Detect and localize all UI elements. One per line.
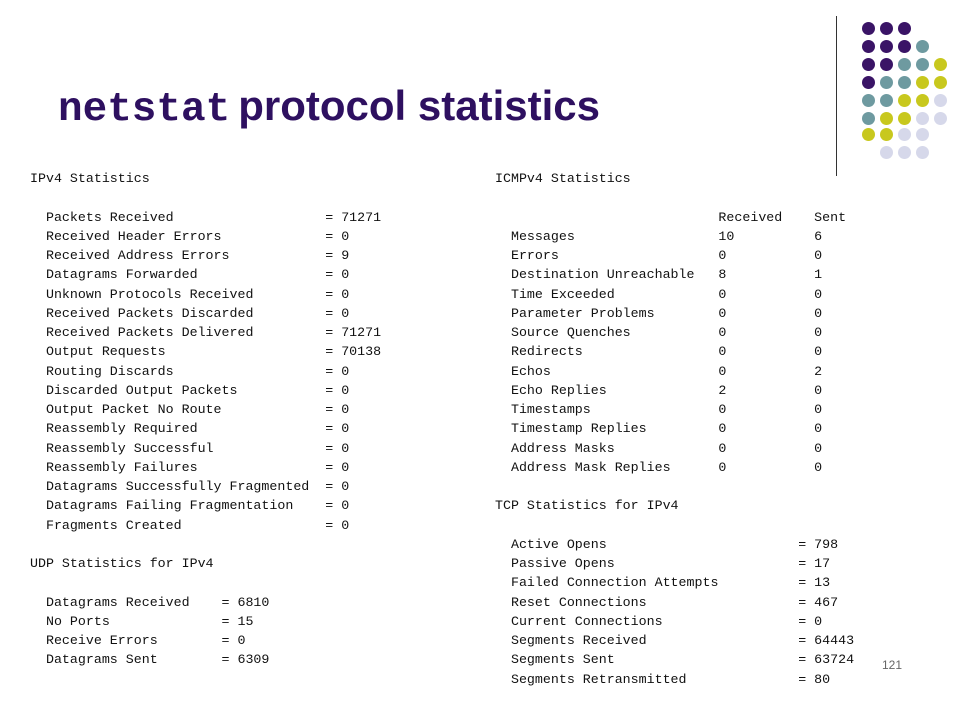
stat-line: Datagrams Failing Fragmentation = 0 [30,498,350,514]
decorative-dot [862,76,875,89]
stat-line: Received Packets Discarded = 0 [30,305,350,321]
stat-line: Timestamp Replies 0 0 [495,421,823,437]
decorative-divider-line [836,16,837,176]
stat-line: Unknown Protocols Received = 0 [30,286,350,302]
stat-line: Output Requests = 70138 [30,344,382,360]
decorative-dot [916,112,929,125]
stat-line: Reassembly Required = 0 [30,421,350,437]
stat-line [495,477,854,496]
decorative-dot [862,58,875,71]
stat-line: Address Masks 0 0 [495,440,823,456]
stat-line: Datagrams Forwarded = 0 [30,267,350,283]
decorative-dot [898,94,911,107]
stat-line: Routing Discards = 0 [30,363,350,379]
decorative-dot [862,112,875,125]
decorative-dot [916,146,929,159]
decorative-dot [934,94,947,107]
stat-line: Timestamps 0 0 [495,402,823,417]
decorative-dot-grid [0,0,960,160]
stat-line: Destination Unreachable 8 1 [495,267,823,283]
decorative-dot [898,58,911,71]
stat-line: Messages 10 6 [495,228,823,244]
decorative-dot [898,76,911,89]
stat-line [30,188,381,207]
stat-line: Failed Connection Attempts = 13 [495,575,831,591]
decorative-dot [916,40,929,53]
decorative-dot [916,76,929,89]
stat-line: Received Packets Delivered = 71271 [30,325,382,340]
decorative-dot [898,22,911,35]
stat-line: Fragments Created = 0 [30,517,350,533]
stat-line: Segments Retransmitted = 80 [495,671,831,687]
stat-line: Receive Errors = 0 [30,633,246,648]
stat-line [30,573,381,592]
stat-line: Address Mask Replies 0 0 [495,459,823,475]
stat-line: Received Address Errors = 9 [30,248,350,263]
stat-line: Segments Received = 64443 [495,633,855,648]
decorative-dot [916,94,929,107]
stat-line: Active Opens = 798 [495,536,839,552]
decorative-dot [862,94,875,107]
stat-line: Parameter Problems 0 0 [495,305,823,321]
stat-line: Datagrams Received = 6810 [30,594,270,610]
stat-line: ICMPv4 Statistics [495,171,631,186]
decorative-dot [880,22,893,35]
stat-line: Output Packet No Route = 0 [30,402,350,417]
page-number: 121 [882,658,903,672]
decorative-dot [880,58,893,71]
stat-line: IPv4 Statistics [30,171,150,186]
decorative-dot [880,146,893,159]
decorative-dot [934,76,947,89]
decorative-dot [934,112,947,125]
decorative-dot [880,128,893,141]
decorative-dot [880,40,893,53]
decorative-dot [898,128,911,141]
stat-line: Passive Opens = 17 [495,556,831,571]
stat-line: Echos 0 2 [495,363,823,379]
stat-line: Reassembly Failures = 0 [30,459,350,475]
decorative-dot [862,40,875,53]
title-command: netstat [58,87,231,133]
stat-line: Discarded Output Packets = 0 [30,382,350,398]
stat-line: Packets Received = 71271 [30,209,382,225]
decorative-dot [934,58,947,71]
stat-line: Datagrams Sent = 6309 [30,652,270,668]
stat-line: Errors 0 0 [495,248,823,263]
stat-line: Received Sent [495,209,847,225]
decorative-dot [898,146,911,159]
left-statistics-block [30,169,381,670]
stat-line: UDP Statistics for IPv4 [30,556,214,571]
stat-line [495,516,854,535]
decorative-dot [916,58,929,71]
stat-line: Received Header Errors = 0 [30,228,350,244]
slide-title [58,82,600,133]
decorative-dot [880,76,893,89]
decorative-dot [898,40,911,53]
stat-line: Current Connections = 0 [495,613,823,629]
decorative-dot [880,112,893,125]
stat-line: TCP Statistics for IPv4 [495,498,679,514]
decorative-dot [862,128,875,141]
stat-line: Reassembly Successful = 0 [30,440,350,456]
stat-line: Time Exceeded 0 0 [495,286,823,302]
stat-line: Reset Connections = 467 [495,594,839,610]
stat-line: Redirects 0 0 [495,344,823,360]
right-statistics-block [495,169,854,689]
stat-line [30,535,381,554]
stat-line: Source Quenches 0 0 [495,325,823,340]
decorative-dot [862,22,875,35]
decorative-dot [898,112,911,125]
stat-line: Datagrams Successfully Fragmented = 0 [30,479,350,494]
title-text: protocol statistics [238,82,600,129]
stat-line: Echo Replies 2 0 [495,382,823,398]
stat-line: No Ports = 15 [30,613,254,629]
decorative-dot [916,128,929,141]
stat-line: Segments Sent = 63724 [495,652,855,668]
decorative-dot [880,94,893,107]
stat-line [495,188,854,207]
